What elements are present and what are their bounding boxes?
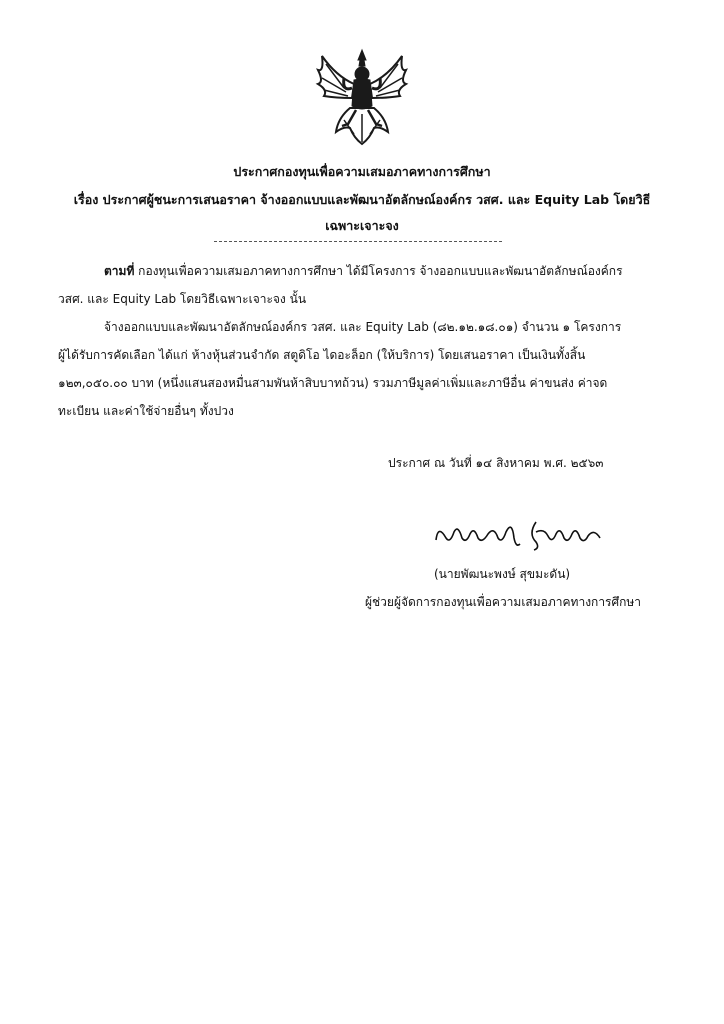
paragraph-2-line-3: ๑๒๓,๐๕๐.๐๐ บาท (หนึ่งแสนสองหมื่นสามพันห้าสิบบาทถ้วน) รวมภาษีมูลค่าเพิ่มและภาษีอื่น ค่าขนส่ง ค่าจด [58,376,608,390]
header-divider [214,241,502,242]
paragraph-2-line-2: ผู้ได้รับการคัดเลือก ได้แก่ ห้างหุ้นส่วนจำกัด สตูดิโอ ไดอะล็อก (ให้บริการ) โดยเสนอราคา เป็นเงินทั้งสิ้น [58,348,586,362]
document-subject-continued: เฉพาะเจาะจง [325,218,399,233]
document-subject: เรื่อง ประกาศผู้ชนะการเสนอราคา จ้างออกแบบและพัฒนาอัตลักษณ์องค์กร วสศ. และ Equity Lab โดยวิธี [73,192,651,207]
signer-position: ผู้ช่วยผู้จัดการกองทุนเพื่อความเสมอภาคทางการศึกษา [365,595,642,609]
handwritten-signature [432,514,612,552]
paragraph-2-line-4: ทะเบียน และค่าใช้จ่ายอื่นๆ ทั้งปวง [58,404,234,418]
paragraph-1-line-1 [104,263,623,279]
announce-date: ประกาศ ณ วันที่ ๑๔ สิงหาคม พ.ศ. ๒๕๖๓ [388,456,604,470]
paragraph-2-line-1: จ้างออกแบบและพัฒนาอัตลักษณ์องค์กร วสศ. และ Equity Lab (๘๒.๑๒.๑๘.๐๑) จำนวน ๑ โครงการ [104,320,622,334]
paragraph-1-lead: ตามที่ [104,264,135,278]
paragraph-1-line-1-text: กองทุนเพื่อความเสมอภาคทางการศึกษา ได้มีโครงการ จ้างออกแบบและพัฒนาอัตลักษณ์องค์กร [134,264,623,278]
document-title: ประกาศกองทุนเพื่อความเสมอภาคทางการศึกษา [233,164,491,179]
paragraph-1-line-2: วสศ. และ Equity Lab โดยวิธีเฉพาะเจาะจง นั้น [58,292,307,306]
garuda-emblem-icon [314,48,410,148]
signer-name: (นายพัฒนะพงษ์ สุขมะดัน) [434,567,571,581]
